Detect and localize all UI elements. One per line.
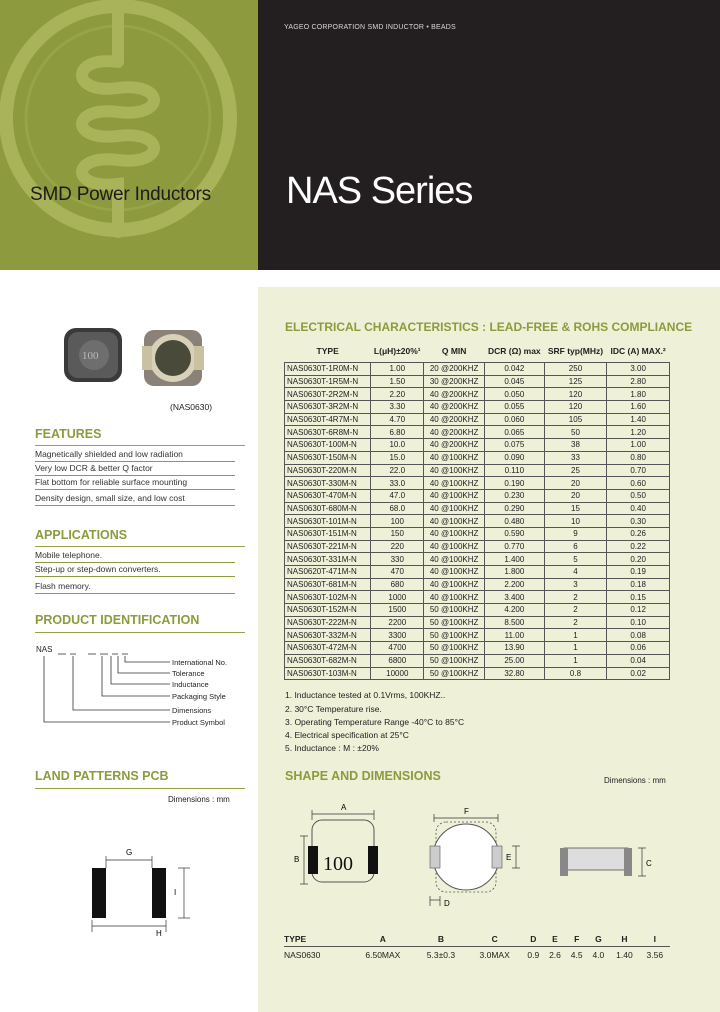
table-cell: 50 @100KHZ	[424, 642, 485, 655]
table-cell: NAS0630T-150M-N	[285, 451, 371, 464]
table-cell: 0.090	[485, 451, 545, 464]
col-header: SRF typ(MHz)	[547, 346, 604, 356]
table-cell: 2	[544, 591, 607, 604]
table-cell: 25	[544, 464, 607, 477]
table-cell: 20 @200KHZ	[424, 363, 485, 376]
table-cell: 120	[544, 388, 607, 401]
table-cell: NAS0630T-2R2M-N	[285, 388, 371, 401]
table-cell: 0.290	[485, 502, 545, 515]
table-cell: NAS0630T-332M-N	[285, 629, 371, 642]
table-cell: 1.20	[607, 426, 670, 439]
table-row	[285, 553, 670, 566]
table-cell: NAS0630	[284, 950, 321, 960]
table-row	[285, 667, 670, 680]
land-label-i: I	[174, 888, 177, 897]
land-label-h: H	[156, 929, 162, 938]
table-cell: 1.80	[607, 388, 670, 401]
table-cell: 3.0MAX	[479, 950, 510, 960]
table-cell: 13.90	[485, 642, 545, 655]
table-cell: 0.8	[544, 667, 607, 680]
table-cell: NAS0630T-6R8M-N	[285, 426, 371, 439]
part-number-diagram	[36, 648, 176, 730]
table-cell: 1.40	[607, 413, 670, 426]
product-caption: (NAS0630)	[170, 402, 213, 412]
shape-marking: 100	[323, 853, 353, 875]
land-pattern-diagram	[80, 838, 200, 938]
table-row	[285, 413, 670, 426]
dimension-table	[284, 932, 670, 963]
table-cell: NAS0630T-331M-N	[285, 553, 371, 566]
table-cell: 0.40	[607, 502, 670, 515]
table-cell: 0.190	[485, 477, 545, 490]
feature-item: Very low DCR & better Q factor	[35, 462, 235, 476]
divider	[35, 632, 245, 633]
table-cell: NAS0630T-680M-N	[285, 502, 371, 515]
table-cell: 6.80	[371, 426, 424, 439]
table-cell: 0.60	[607, 477, 670, 490]
table-cell: 0.08	[607, 629, 670, 642]
shape-label-c: C	[646, 859, 652, 868]
table-cell: 50 @100KHZ	[424, 654, 485, 667]
table-cell: 1.00	[371, 363, 424, 376]
col-header: L(μH)±20%¹	[373, 346, 421, 356]
table-cell: 40 @100KHZ	[424, 527, 485, 540]
note: 4. Electrical specification at 25°C	[285, 730, 409, 740]
land-label-g: G	[126, 848, 133, 857]
table-cell: 22.0	[371, 464, 424, 477]
col-header: I	[640, 932, 670, 947]
col-header: D	[522, 932, 544, 947]
electrical-table-body	[285, 363, 670, 680]
col-header: C	[467, 932, 523, 947]
table-cell: 2.200	[485, 578, 545, 591]
land-units: Dimensions : mm	[168, 795, 230, 804]
table-cell: 40 @100KHZ	[424, 578, 485, 591]
table-row	[285, 502, 670, 515]
table-cell: 40 @100KHZ	[424, 553, 485, 566]
col-header: Q MIN	[441, 346, 467, 356]
table-cell: 20	[544, 477, 607, 490]
table-cell: 470	[371, 566, 424, 579]
table-cell: 50 @100KHZ	[424, 667, 485, 680]
pid-label: International No.	[172, 658, 228, 667]
side-view	[560, 848, 652, 876]
table-cell: 0.590	[485, 527, 545, 540]
table-row	[285, 540, 670, 553]
table-cell: 40 @100KHZ	[424, 502, 485, 515]
table-cell: 3.30	[371, 401, 424, 414]
table-cell: 0.045	[485, 375, 545, 388]
table-cell: 0.06	[607, 642, 670, 655]
col-header: G	[588, 932, 610, 947]
col-header: TYPE	[284, 932, 351, 947]
table-cell: 1.400	[485, 553, 545, 566]
col-header: A	[351, 932, 415, 947]
table-cell: 4	[544, 566, 607, 579]
table-cell: 6800	[371, 654, 424, 667]
table-cell: 40 @200KHZ	[424, 388, 485, 401]
table-cell: 15	[544, 502, 607, 515]
land-patterns-title: LAND PATTERNS PCB	[35, 769, 169, 783]
table-cell: 40 @100KHZ	[424, 566, 485, 579]
table-cell: 0.19	[607, 566, 670, 579]
table-cell: 0.30	[607, 515, 670, 528]
note: 5. Inductance : M : ±20%	[285, 743, 379, 753]
table-cell: 1.50	[371, 375, 424, 388]
table-cell: 100	[371, 515, 424, 528]
shape-label-d: D	[444, 899, 450, 908]
table-cell: 0.04	[607, 654, 670, 667]
table-cell: 250	[544, 363, 607, 376]
table-cell: 0.9	[527, 950, 540, 960]
table-row	[285, 451, 670, 464]
table-cell: 0.18	[607, 578, 670, 591]
table-cell: 50	[544, 426, 607, 439]
table-row	[285, 578, 670, 591]
bottom-view	[430, 807, 520, 908]
application-item: Mobile telephone.	[35, 549, 235, 563]
table-cell: 6.50MAX	[365, 950, 401, 960]
table-cell: NAS0630T-100M-N	[285, 439, 371, 452]
table-row	[285, 616, 670, 629]
table-cell: NAS0630T-1R5M-N	[285, 375, 371, 388]
table-cell: 2	[544, 604, 607, 617]
part-prefix: NAS	[36, 645, 53, 654]
divider	[35, 445, 245, 446]
table-cell: 10000	[371, 667, 424, 680]
table-cell: NAS0630T-101M-N	[285, 515, 371, 528]
table-row	[285, 401, 670, 414]
table-cell: 40 @100KHZ	[424, 477, 485, 490]
note: 3. Operating Temperature Range -40°C to 85°C	[285, 717, 465, 727]
table-cell: 0.26	[607, 527, 670, 540]
table-cell: 2.20	[371, 388, 424, 401]
table-cell: 11.00	[485, 629, 545, 642]
table-cell: 38	[544, 439, 607, 452]
table-header-row	[284, 932, 670, 947]
table-cell: 32.80	[485, 667, 545, 680]
table-cell: 0.230	[485, 489, 545, 502]
table-cell: 50 @100KHZ	[424, 629, 485, 642]
table-cell: 2.6	[549, 950, 561, 960]
shape-label-f: F	[464, 807, 469, 816]
table-cell: NAS0630T-221M-N	[285, 540, 371, 553]
table-cell: 1000	[371, 591, 424, 604]
table-cell: 0.10	[607, 616, 670, 629]
product-id-title: PRODUCT IDENTIFICATION	[35, 613, 200, 627]
table-row	[285, 515, 670, 528]
note: 2. 30°C Temperature rise.	[285, 704, 382, 714]
table-cell: 0.480	[485, 515, 545, 528]
table-cell: NAS0630T-472M-N	[285, 642, 371, 655]
table-cell: 1.00	[607, 439, 670, 452]
table-cell: 0.70	[607, 464, 670, 477]
table-cell: 47.0	[371, 489, 424, 502]
table-cell: NAS0630T-103M-N	[285, 667, 371, 680]
table-row	[285, 464, 670, 477]
table-row	[285, 591, 670, 604]
product-photo	[62, 318, 212, 396]
pid-label: Product Symbol	[172, 718, 225, 727]
table-cell: 9	[544, 527, 607, 540]
table-cell: 1.800	[485, 566, 545, 579]
table-cell: 3.00	[607, 363, 670, 376]
table-cell: 40 @200KHZ	[424, 401, 485, 414]
table-cell: 0.050	[485, 388, 545, 401]
table-cell: 5	[544, 553, 607, 566]
table-cell: NAS0630T-330M-N	[285, 477, 371, 490]
table-cell: 20	[544, 489, 607, 502]
table-cell: 0.060	[485, 413, 545, 426]
table-row	[285, 629, 670, 642]
table-cell: 4.200	[485, 604, 545, 617]
table-cell: 10	[544, 515, 607, 528]
table-cell: 3.400	[485, 591, 545, 604]
table-cell: 0.075	[485, 439, 545, 452]
table-cell: 50 @100KHZ	[424, 616, 485, 629]
table-cell: 4.70	[371, 413, 424, 426]
product-type-title: SMD Power Inductors	[30, 184, 211, 205]
shape-label-e: E	[506, 853, 512, 862]
shape-title: SHAPE AND DIMENSIONS	[285, 769, 441, 783]
table-cell: 4.0	[592, 950, 605, 960]
table-header-row	[285, 344, 670, 363]
table-cell: 150	[371, 527, 424, 540]
note: 1. Inductance tested at 0.1Vrms, 100KHZ..	[285, 690, 446, 700]
col-header: B	[415, 932, 467, 947]
table-cell: 680	[371, 578, 424, 591]
table-cell: 40 @100KHZ	[424, 451, 485, 464]
table-cell: 33.0	[371, 477, 424, 490]
table-cell: 25.00	[485, 654, 545, 667]
shape-label-a: A	[341, 803, 347, 812]
table-cell: 10.0	[371, 439, 424, 452]
table-cell: 6	[544, 540, 607, 553]
table-cell: 220	[371, 540, 424, 553]
table-cell: NAS0630T-4R7M-N	[285, 413, 371, 426]
inductor-top-view	[64, 328, 122, 382]
electrical-table	[284, 344, 670, 680]
table-row	[285, 642, 670, 655]
table-cell: 50 @100KHZ	[424, 604, 485, 617]
table-cell: 0.80	[607, 451, 670, 464]
divider	[35, 788, 245, 789]
table-cell: 1	[544, 642, 607, 655]
table-cell: 1.60	[607, 401, 670, 414]
table-cell: 3300	[371, 629, 424, 642]
table-cell: 125	[544, 375, 607, 388]
application-item: Step-up or step-down converters.	[35, 563, 235, 577]
table-cell: 40 @100KHZ	[424, 464, 485, 477]
table-cell: NAS0630T-1R0M-N	[285, 363, 371, 376]
table-cell: 3	[544, 578, 607, 591]
table-cell: 330	[371, 553, 424, 566]
table-cell: NAS0630T-681M-N	[285, 578, 371, 591]
table-cell: NAS0630T-222M-N	[285, 616, 371, 629]
col-header: IDC (A) MAX.²	[610, 346, 666, 356]
table-cell: 15.0	[371, 451, 424, 464]
table-cell: 120	[544, 401, 607, 414]
pid-label: Dimensions	[172, 706, 212, 715]
table-cell: 4.5	[570, 950, 583, 960]
table-cell: 40 @100KHZ	[424, 515, 485, 528]
table-row	[285, 363, 670, 376]
table-cell: 2.80	[607, 375, 670, 388]
table-cell: 8.500	[485, 616, 545, 629]
table-cell: 0.22	[607, 540, 670, 553]
table-cell: 0.50	[607, 489, 670, 502]
table-cell: 0.055	[485, 401, 545, 414]
table-cell: 5.3±0.3	[426, 950, 456, 960]
shape-diagram	[290, 800, 670, 920]
feature-item: Flat bottom for reliable surface mounting	[35, 476, 235, 490]
inductor-bottom-view	[142, 330, 204, 386]
application-item: Flash memory.	[35, 580, 235, 594]
table-cell: 40 @200KHZ	[424, 439, 485, 452]
table-cell: 0.065	[485, 426, 545, 439]
table-cell: 0.12	[607, 604, 670, 617]
photo-marking: 100	[82, 350, 99, 362]
table-row	[285, 489, 670, 502]
series-title: NAS Series	[286, 170, 473, 212]
table-cell: 0.110	[485, 464, 545, 477]
col-header: H	[609, 932, 639, 947]
col-header: TYPE	[316, 346, 339, 356]
feature-item: Density design, small size, and low cost	[35, 492, 235, 506]
table-cell: NAS0630T-220M-N	[285, 464, 371, 477]
table-cell: 2	[544, 616, 607, 629]
table-cell: 0.042	[485, 363, 545, 376]
table-cell: 40 @200KHZ	[424, 426, 485, 439]
table-cell: 3.56	[646, 950, 664, 960]
table-cell: 40 @100KHZ	[424, 489, 485, 502]
table-row	[285, 566, 670, 579]
pid-label: Inductance	[172, 680, 209, 689]
table-cell: 0.15	[607, 591, 670, 604]
table-row	[285, 426, 670, 439]
coil-logo-icon	[0, 0, 258, 270]
table-cell: 1500	[371, 604, 424, 617]
table-cell: 40 @100KHZ	[424, 591, 485, 604]
table-cell: 40 @100KHZ	[424, 540, 485, 553]
table-cell: NAS0620T-471M-N	[285, 566, 371, 579]
applications-title: APPLICATIONS	[35, 528, 128, 542]
table-cell: NAS0630T-102M-N	[285, 591, 371, 604]
table-row	[285, 604, 670, 617]
table-cell: 33	[544, 451, 607, 464]
table-cell: 0.02	[607, 667, 670, 680]
table-row	[285, 375, 670, 388]
table-cell: 0.770	[485, 540, 545, 553]
table-cell: NAS0630T-682M-N	[285, 654, 371, 667]
table-cell: 1	[544, 629, 607, 642]
table-cell: 1	[544, 654, 607, 667]
table-cell: 2200	[371, 616, 424, 629]
table-cell: NAS0630T-470M-N	[285, 489, 371, 502]
pid-label: Packaging Style	[172, 692, 226, 701]
features-title: FEATURES	[35, 427, 102, 441]
table-cell: NAS0630T-3R2M-N	[285, 401, 371, 414]
table-row	[284, 947, 670, 964]
electrical-title: ELECTRICAL CHARACTERISTICS : LEAD-FREE & ROHS COMPLIANCE	[285, 320, 693, 334]
table-cell: 30 @200KHZ	[424, 375, 485, 388]
table-row	[285, 439, 670, 452]
header-series-panel	[258, 0, 720, 270]
table-cell: 68.0	[371, 502, 424, 515]
col-header: E	[544, 932, 566, 947]
table-cell: 1.40	[616, 950, 633, 960]
table-cell: 40 @200KHZ	[424, 413, 485, 426]
table-cell: NAS0630T-151M-N	[285, 527, 371, 540]
company-line: YAGEO CORPORATION SMD INDUCTOR • BEADS	[284, 24, 456, 31]
table-row	[285, 654, 670, 667]
table-cell: 0.20	[607, 553, 670, 566]
feature-item: Magnetically shielded and low radiation	[35, 448, 235, 462]
table-cell: 4700	[371, 642, 424, 655]
col-header: DCR (Ω) max	[488, 346, 541, 356]
table-row	[285, 477, 670, 490]
header-brand-panel	[0, 0, 258, 270]
pid-label: Tolerance	[172, 669, 205, 678]
shape-label-b: B	[294, 855, 300, 864]
top-view	[294, 803, 378, 884]
table-row	[285, 388, 670, 401]
col-header: F	[566, 932, 588, 947]
shape-units: Dimensions : mm	[604, 776, 666, 785]
table-cell: 105	[544, 413, 607, 426]
table-row	[285, 527, 670, 540]
divider	[35, 546, 245, 547]
table-cell: NAS0630T-152M-N	[285, 604, 371, 617]
